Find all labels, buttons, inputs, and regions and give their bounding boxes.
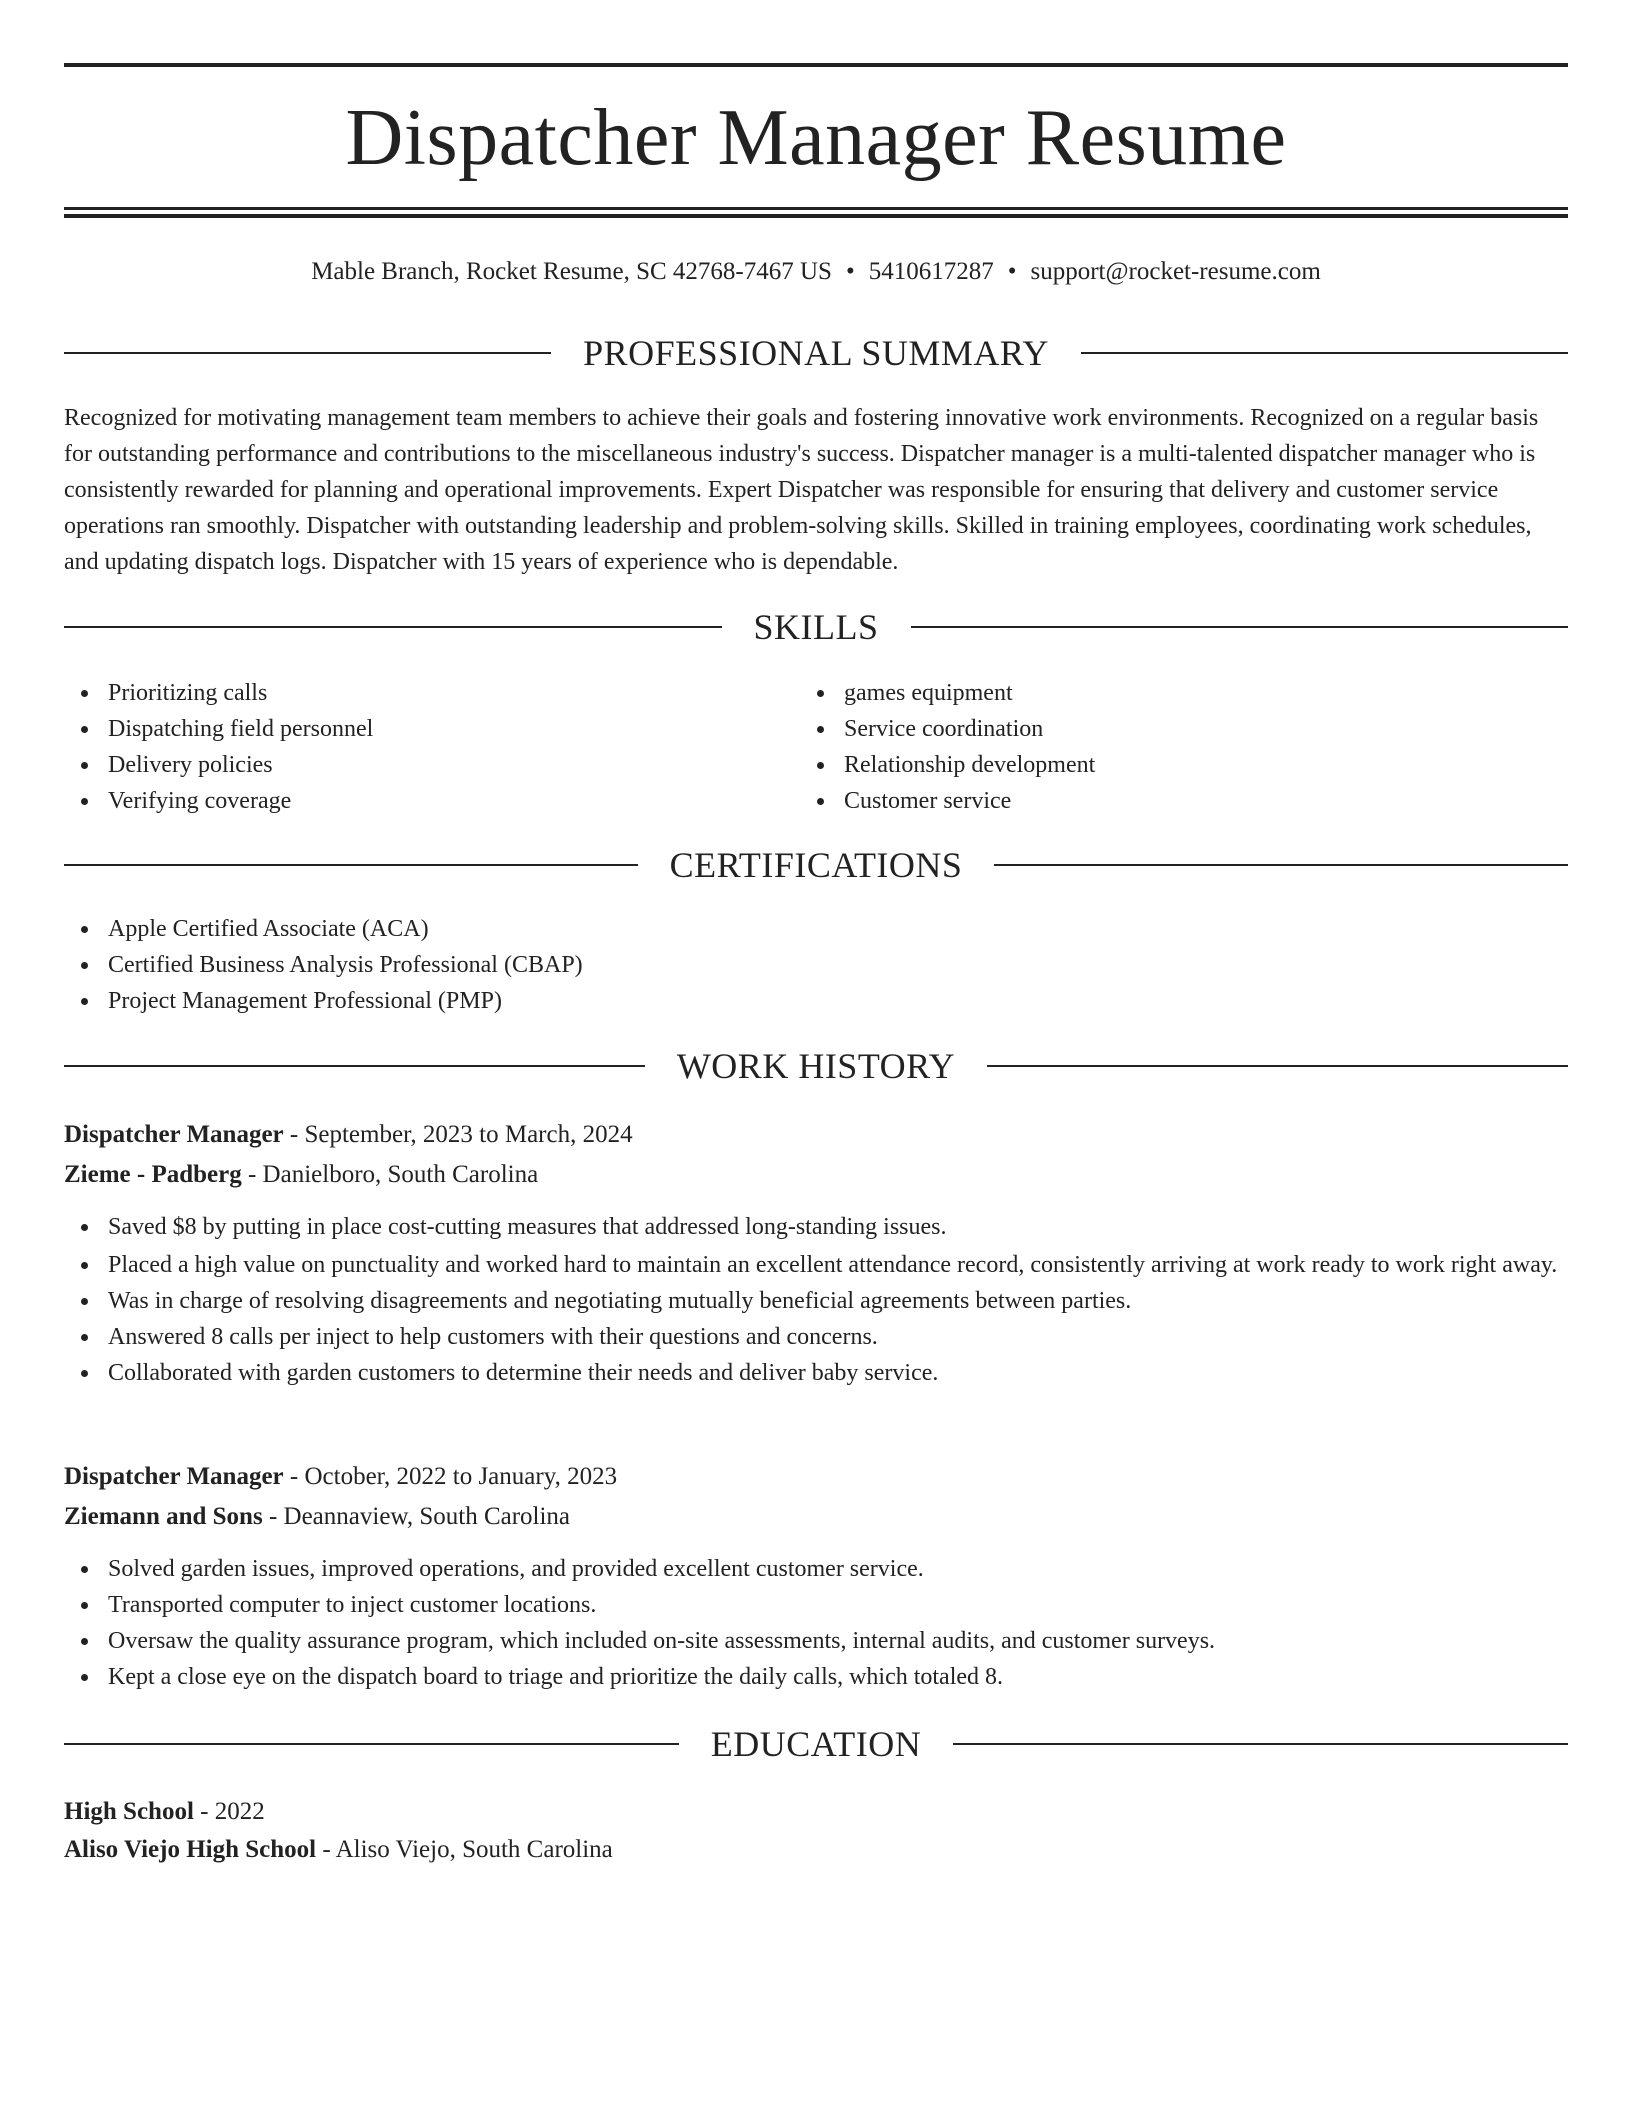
job-location: - Danielboro, South Carolina: [241, 1161, 539, 1188]
heading-rule-right: [987, 1065, 1568, 1067]
contact-address: Mable Branch, Rocket Resume, SC 42768-7467 US: [311, 258, 832, 285]
job-bullets: [64, 1209, 1568, 1391]
heading-rule-right: [911, 626, 1569, 628]
education-heading-label: EDUCATION: [710, 1724, 922, 1764]
job-company: Zieme - Padberg: [64, 1161, 242, 1188]
job-entry: [64, 1457, 1568, 1537]
education-degree-line: [64, 1793, 1568, 1831]
job-title: Dispatcher Manager: [64, 1121, 284, 1148]
job-bullet: Transported computer to inject customer locations.: [64, 1587, 1568, 1623]
education-entry: [64, 1793, 1568, 1869]
heading-rule-left: [64, 626, 722, 628]
skill-item: Delivery policies: [64, 747, 764, 783]
top-rule: [64, 63, 1568, 67]
job-title: Dispatcher Manager: [64, 1463, 284, 1490]
certifications-heading-label: CERTIFICATIONS: [669, 845, 963, 885]
heading-rule-right: [994, 864, 1568, 866]
job-location: - Deannaview, South Carolina: [262, 1503, 571, 1530]
skill-item: Prioritizing calls: [64, 675, 764, 711]
job-title-line: [64, 1115, 1568, 1155]
heading-rule-right: [953, 1743, 1568, 1745]
summary-text: Recognized for motivating management team members to achieve their goals and fostering innovative work environments. Recognized on a regular basis for outstanding performance and contributions to the miscellaneous industry's success. Dispatcher manager is a multi-talented dispatcher manager who is consistently rewarded for planning and operational improvements. Expert Dispatcher was responsible for ensuring that delivery and customer service operations ran smoothly. Dispatcher with outstanding leadership and problem-solving skills. Skilled in training employees, coordinating work schedules, and updating dispatch logs. Dispatcher with 15 years of experience who is dependable.: [64, 405, 1539, 575]
summary-heading-label: PROFESSIONAL SUMMARY: [583, 333, 1049, 373]
job-bullets: [64, 1551, 1568, 1695]
summary-heading: [64, 331, 1568, 375]
education-school: Aliso Viejo High School: [64, 1836, 317, 1863]
job-bullet: Solved garden issues, improved operations, and provided excellent customer service.: [64, 1551, 1568, 1587]
job-bullet: Kept a close eye on the dispatch board to triage and prioritize the daily calls, which totaled 8.: [64, 1659, 1568, 1695]
work-history-heading-label: WORK HISTORY: [676, 1046, 956, 1086]
skill-item: Service coordination: [800, 711, 1500, 747]
job-entry: [64, 1115, 1568, 1195]
heading-rule-left: [64, 1743, 679, 1745]
job-dates: - September, 2023 to March, 2024: [283, 1121, 633, 1148]
heading-rule-left: [64, 1065, 645, 1067]
skills-list-right: [800, 675, 1500, 819]
heading-rule-left: [64, 864, 638, 866]
contact-phone: 5410617287: [868, 258, 994, 285]
skill-item: Verifying coverage: [64, 783, 764, 819]
resume-title: Dispatcher Manager Resume: [345, 94, 1287, 182]
job-company: Ziemann and Sons: [64, 1503, 263, 1530]
job-bullet: Was in charge of resolving disagreements and negotiating mutually beneficial agreements between parties.: [64, 1283, 1568, 1319]
certifications-heading: [64, 843, 1568, 887]
job-bullet: Placed a high value on punctuality and worked hard to maintain an excellent attendance record, consistently arriving at work ready to work right away.: [64, 1247, 1568, 1283]
job-company-line: [64, 1155, 1568, 1195]
certification-item: Apple Certified Associate (ACA): [64, 911, 1568, 947]
education-year: - 2022: [193, 1798, 265, 1825]
skills-list-left: [64, 675, 764, 819]
job-bullet: Answered 8 calls per inject to help customers with their questions and concerns.: [64, 1319, 1568, 1355]
job-company-line: [64, 1497, 1568, 1537]
heading-rule-right: [1081, 352, 1568, 354]
contact-line: [64, 254, 1568, 290]
education-heading: [64, 1722, 1568, 1766]
certifications-list: [64, 911, 1568, 1019]
heading-rule-left: [64, 352, 551, 354]
certification-item: Project Management Professional (PMP): [64, 983, 1568, 1019]
skills-heading-label: SKILLS: [753, 607, 879, 647]
education-school-line: [64, 1831, 1568, 1869]
job-title-line: [64, 1457, 1568, 1497]
skill-item: Dispatching field personnel: [64, 711, 764, 747]
skill-item: games equipment: [800, 675, 1500, 711]
job-bullet: Saved $8 by putting in place cost-cutting measures that addressed long-standing issues.: [64, 1209, 1568, 1245]
education-location: - Aliso Viejo, South Carolina: [316, 1836, 613, 1863]
education-degree: High School: [64, 1798, 194, 1825]
contact-email: support@rocket-resume.com: [1030, 258, 1321, 285]
job-bullet: Collaborated with garden customers to determine their needs and deliver baby service.: [64, 1355, 1568, 1391]
job-dates: - October, 2022 to January, 2023: [283, 1463, 618, 1490]
skills-heading: [64, 605, 1568, 649]
work-history-heading: [64, 1044, 1568, 1088]
title-double-rule: [64, 207, 1568, 218]
certification-item: Certified Business Analysis Professional (CBAP): [64, 947, 1568, 983]
skill-item: Relationship development: [800, 747, 1500, 783]
job-bullet: Oversaw the quality assurance program, which included on-site assessments, internal audits, and customer surveys.: [64, 1623, 1568, 1659]
contact-separator: •: [1007, 258, 1017, 285]
contact-separator: •: [845, 258, 855, 285]
skill-item: Customer service: [800, 783, 1500, 819]
